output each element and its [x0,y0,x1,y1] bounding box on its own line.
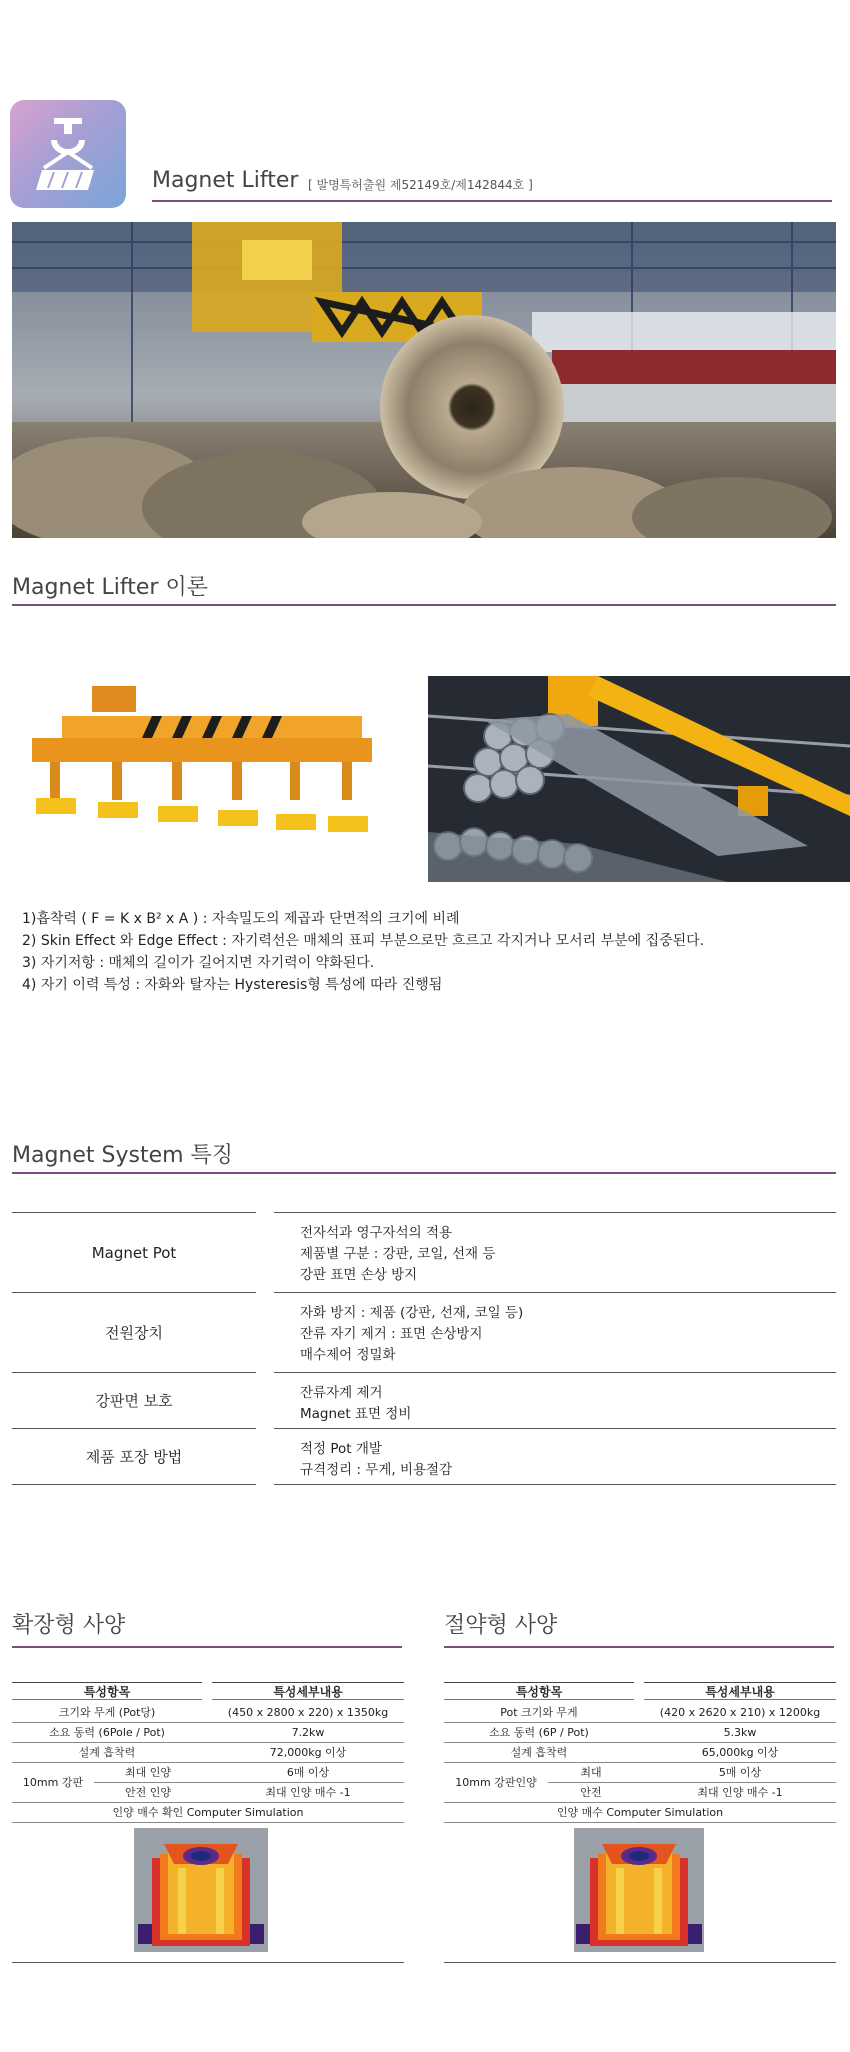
theory-line-2: 2) Skin Effect 와 Edge Effect : 자기력선은 매체의 표피 부분으로만 흐르고 각지거나 모서리 부분에 집중된다. [22,933,705,949]
spec-subitem: 최대 인양 [124,1766,171,1779]
theory-title: Magnet Lifter 이론 [12,570,836,606]
spec-value: (450 x 2800 x 220) x 1350kg [227,1705,389,1719]
crane-hook-icon [10,100,126,208]
feature-value: 규격정리 : 무게, 비용절감 [300,1462,453,1478]
feature-values [274,1292,836,1372]
feature-row [12,1372,836,1428]
features-table [12,1212,836,1484]
spec-header-detail: 특성세부내용 [644,1682,836,1700]
simulation-heatmap [574,1828,704,1952]
spec-value: 5.3kw [723,1725,757,1739]
spec-header-item: 특성항목 [444,1682,634,1700]
feature-value: Magnet 표면 정비 [300,1406,412,1422]
spec-item: 설계 흡착력 [510,1746,568,1759]
feature-value: 자화 방지 : 제품 (강판, 선재, 코일 등) [300,1305,524,1321]
feature-row [12,1292,836,1372]
spec-item: 설계 흡착력 [78,1746,136,1759]
magnet-lifter-machine-photo [22,676,378,848]
theory-line-4: 4) 자기 이력 특성 : 자화와 탈자는 Hysteresis형 특성에 따라 진행됨 [22,977,443,993]
spec-value: 최대 인양 매수 -1 [265,1786,351,1799]
spec-header-detail: 특성세부내용 [212,1682,404,1700]
theory-line-1: 1)흡착력 ( F = K x B² x A ) : 자속밀도의 제곱과 단면적의 크기에 비례 [22,911,460,927]
features-title: Magnet System 특징 [12,1138,836,1174]
spec-header-item: 특성항목 [12,1682,202,1700]
spec-subitem: 안전 [580,1786,602,1799]
theory-line-3: 3) 자기저항 : 매체의 길이가 길어지면 자기력이 약화된다. [22,955,375,971]
simulation-caption: 인양 매수 Computer Simulation [556,1806,724,1819]
expand-spec-title: 확장형 사양 [12,1608,402,1648]
feature-value: 적정 Pot 개발 [300,1441,382,1457]
theory-list [22,908,842,996]
feature-row [12,1428,836,1484]
page-title: Magnet Lifter [152,168,299,193]
feature-value: 잔류 자기 제거 : 표면 손상방지 [300,1326,483,1342]
feature-value: 매수제어 정밀화 [300,1347,396,1363]
feature-values [274,1428,836,1484]
spec-item: Pot 크기와 무게 [500,1706,578,1719]
feature-row [12,1212,836,1292]
spec-value: 72,000kg 이상 [269,1746,347,1759]
feature-value: 전자석과 영구자석의 적용 [300,1225,453,1241]
feature-value: 제품별 구분 : 강판, 코일, 선재 등 [300,1246,496,1262]
spec-group-label: 10mm 강판인양 [455,1776,537,1789]
feature-label: 제품 포장 방법 [12,1428,256,1484]
feature-label: Magnet Pot [12,1212,256,1292]
feature-values [274,1212,836,1292]
spec-item: 크기와 무게 (Pot당) [58,1706,156,1719]
feature-values [274,1372,836,1428]
spec-group-label: 10mm 강판 [22,1776,84,1789]
feature-label: 강판면 보호 [12,1372,256,1428]
warehouse-coil-photo [12,222,836,538]
patent-subtitle: [ 발명특허출원 제52149호/제142844호 ] [308,178,533,192]
spec-value: 65,000kg 이상 [701,1746,779,1759]
spec-value: 최대 인양 매수 -1 [697,1786,783,1799]
simulation-heatmap [134,1828,268,1952]
feature-label: 전원장치 [12,1292,256,1372]
spec-subitem: 최대 [580,1766,602,1779]
page-header [152,168,832,202]
spec-subitem: 안전 인양 [124,1786,171,1799]
spec-value: (420 x 2620 x 210) x 1200kg [659,1705,821,1719]
save-spec-title: 절약형 사양 [444,1608,834,1648]
simulation-caption: 인양 매수 확인 Computer Simulation [112,1806,304,1819]
spec-value: 5매 이상 [718,1766,762,1779]
pipe-lifting-photo [428,676,850,882]
feature-value: 잔류자계 제거 [300,1385,383,1401]
spec-value: 7.2kw [291,1725,325,1739]
spec-item: 소요 동력 (6Pole / Pot) [49,1726,165,1739]
feature-value: 강판 표면 손상 방지 [300,1267,418,1283]
spec-item: 소요 동력 (6P / Pot) [489,1726,589,1739]
spec-value: 6매 이상 [286,1766,330,1779]
